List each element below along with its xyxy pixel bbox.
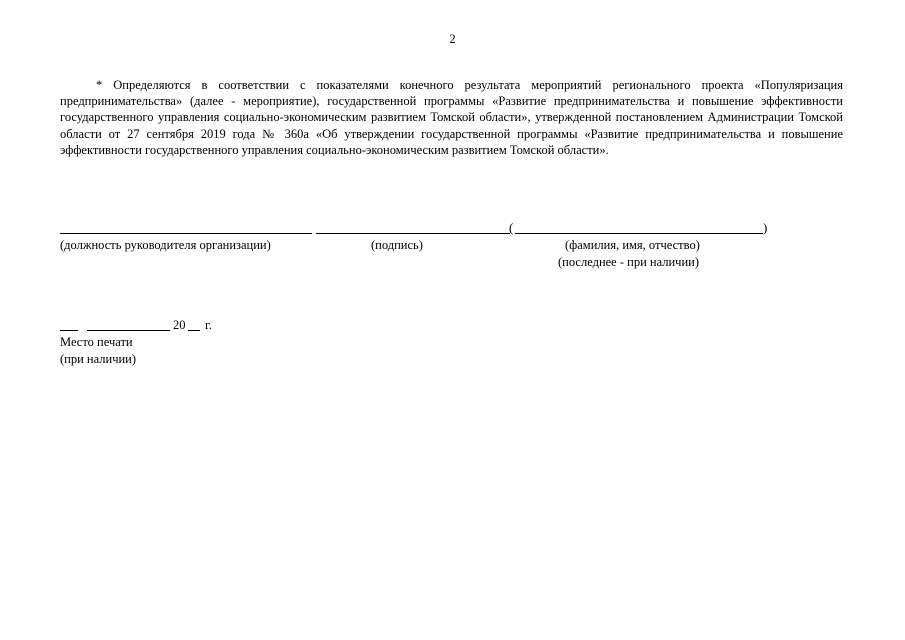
position-blank-line [60, 233, 312, 234]
signature-blank-line [316, 233, 510, 234]
fio-blank-line [515, 233, 763, 234]
fio-open-paren: ( [509, 220, 514, 235]
position-caption: (должность руководителя организации) [60, 238, 271, 252]
date-line [60, 318, 260, 334]
day-blank-line [60, 330, 78, 331]
signature-line-row [60, 222, 800, 236]
month-blank-line [87, 330, 170, 331]
footnote-text: * Определяются в соответствии с показателями конечного результата мероприятий регионального проекта «Популяризация предпринимательства» (далее - мероприятие), государственной программы «Развитие предпринимательства и повышение эффективности государственного управления социально-экономическим развитием Томской области», утвержденной постановлением Администрации Томской области от 27 сентября 2019 года № 360а «Об утверждении государственной программы «Развитие предпринимательства и повышение эффективности государственного управления социально-экономическим развитием Томской области». [60, 78, 843, 157]
stamp-note: (при наличии) [60, 352, 137, 366]
fio-close-paren: ) [763, 220, 768, 235]
stamp-label: Место печати [60, 335, 133, 349]
year-blank-line [188, 330, 200, 331]
signature-caption: (подпись) [371, 238, 423, 252]
year-prefix: 20 [173, 318, 186, 332]
page-number: 2 [449, 32, 456, 46]
fio-caption: (фамилия, имя, отчество) [565, 238, 700, 252]
fio-note-caption: (последнее - при наличии) [558, 255, 699, 269]
year-suffix: г. [205, 318, 212, 332]
